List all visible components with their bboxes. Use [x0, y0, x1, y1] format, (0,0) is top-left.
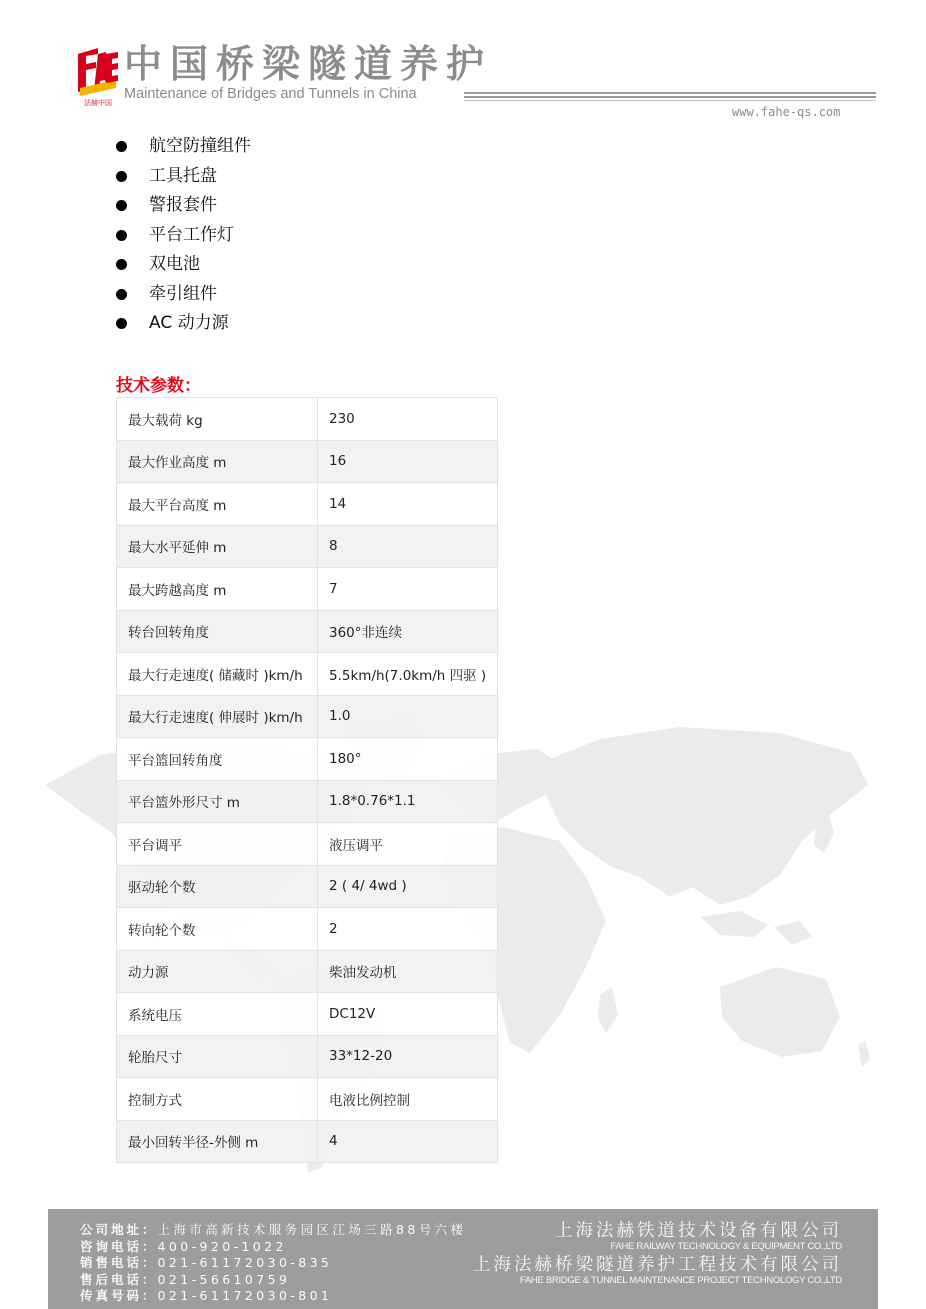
table-row: [117, 950, 498, 993]
contact-label: 咨询电话：: [80, 1238, 158, 1254]
table-row: [117, 653, 498, 696]
contact-value: 021-56610759: [157, 1271, 291, 1287]
logo-caption: 法赫中国: [84, 99, 112, 106]
spec-key: 轮胎尺寸: [117, 1035, 318, 1078]
company-railway: [555, 1221, 842, 1252]
spec-value: 33*12-20: [318, 1035, 498, 1078]
list-item: [116, 221, 251, 251]
spec-key: 最大平台高度 m: [117, 483, 318, 526]
spec-key: 最大行走速度( 储藏时 )km/h: [117, 653, 318, 696]
spec-key: 最大跨越高度 m: [117, 568, 318, 611]
table-row: [117, 398, 498, 441]
spec-value: 1.0: [318, 695, 498, 738]
spec-value: 电液比例控制: [318, 1078, 498, 1121]
feature-label: 警报套件: [149, 195, 217, 215]
table-row: [117, 1035, 498, 1078]
contact-value: 021-61172030-835: [157, 1255, 333, 1270]
company-name-en: FAHE BRIDGE & TUNNEL MAINTENANCE PROJECT TECHNOLOGY CO.,LTD: [519, 1275, 842, 1286]
spec-value: DC12V: [318, 993, 498, 1036]
list-item: [116, 280, 251, 310]
spec-key: 最大行走速度( 伸展时 )km/h: [117, 695, 318, 738]
contact-line: [80, 1255, 466, 1272]
contact-line: [80, 1288, 466, 1305]
header-rule: [464, 92, 876, 94]
bullet-icon: [116, 289, 127, 300]
fahe-logo: [76, 44, 120, 106]
bullet-icon: [116, 230, 127, 241]
table-row: [117, 823, 498, 866]
spec-value: 1.8*0.76*1.1: [318, 780, 498, 823]
table-row: [117, 1120, 498, 1163]
list-item: [116, 132, 251, 162]
spec-key: 最大水平延伸 m: [117, 525, 318, 568]
spec-key: 平台篮回转角度: [117, 738, 318, 781]
feature-label: 牵引组件: [149, 283, 217, 304]
company-bridge-tunnel: [473, 1255, 842, 1286]
list-item: [116, 250, 251, 280]
spec-section-title: 技术参数：: [116, 376, 201, 396]
spec-key: 最小回转半径-外侧 m: [117, 1120, 318, 1163]
contact-line: [80, 1222, 466, 1239]
feature-label: 工具托盘: [149, 165, 217, 186]
contact-value: 400-920-1022: [157, 1238, 287, 1254]
spec-key: 平台调平: [117, 823, 318, 866]
feature-label: 航空防撞组件: [149, 136, 251, 156]
spec-value: 2: [318, 908, 498, 951]
feature-label: AC 动力源: [149, 313, 229, 333]
spec-key: 系统电压: [117, 993, 318, 1036]
spec-value: 16: [318, 440, 498, 483]
spec-value: 14: [318, 483, 498, 526]
bullet-icon: [116, 318, 127, 329]
website-link[interactable]: www.fahe-qs.com: [732, 105, 841, 119]
table-row: [117, 865, 498, 908]
list-item: [116, 191, 251, 221]
contact-label: 公司地址：: [80, 1222, 158, 1237]
contact-label: 销售电话：: [80, 1255, 158, 1270]
spec-value: 液压调平: [318, 823, 498, 866]
table-row: [117, 525, 498, 568]
contact-info: [80, 1222, 466, 1305]
spec-value: 柴油发动机: [318, 950, 498, 993]
header-rule: [464, 100, 876, 101]
table-row: [117, 993, 498, 1036]
feature-list: [116, 132, 251, 339]
bullet-icon: [116, 259, 127, 270]
bullet-icon: [116, 141, 127, 152]
spec-key: 动力源: [117, 950, 318, 993]
spec-key: 驱动轮个数: [117, 865, 318, 908]
list-item: [116, 162, 251, 192]
bullet-icon: [116, 200, 127, 211]
contact-line: [80, 1272, 466, 1289]
spec-key: 转台回转角度: [117, 610, 318, 653]
spec-value: 2 ( 4/ 4wd ): [318, 865, 498, 908]
spec-value: 8: [318, 525, 498, 568]
table-row: [117, 1078, 498, 1121]
table-row: [117, 780, 498, 823]
feature-label: 双电池: [149, 254, 200, 274]
spec-table: [116, 397, 498, 1163]
list-item: [116, 309, 251, 339]
bullet-icon: [116, 171, 127, 182]
spec-key: 最大载荷 kg: [117, 398, 318, 441]
contact-label: 传真号码：: [80, 1288, 158, 1303]
table-row: [117, 440, 498, 483]
company-name-cn: 上海法赫桥梁隧道养护工程技术有限公司: [473, 1255, 842, 1275]
contact-value: 上海市高新技术服务园区江场三路88号六楼: [157, 1222, 467, 1237]
page-footer: [48, 1209, 878, 1309]
company-name-en: FAHE RAILWAY TECHNOLOGY & EQUIPMENT CO.,LTD: [610, 1241, 842, 1252]
spec-key: 转向轮个数: [117, 908, 318, 951]
table-row: [117, 568, 498, 611]
spec-value: 4: [318, 1120, 498, 1163]
spec-key: 最大作业高度 m: [117, 440, 318, 483]
header-title-en: Maintenance of Bridges and Tunnels in China: [124, 86, 417, 102]
page-header: [0, 0, 926, 130]
spec-value: 180°: [318, 738, 498, 781]
table-row: [117, 908, 498, 951]
spec-value: 360°非连续: [318, 610, 498, 653]
contact-label: 售后电话：: [80, 1271, 158, 1287]
spec-value: 7: [318, 568, 498, 611]
contact-line: [80, 1239, 466, 1256]
table-row: [117, 695, 498, 738]
header-rule: [464, 96, 876, 98]
spec-value: 230: [318, 398, 498, 441]
contact-value: 021-61172030-801: [157, 1288, 333, 1303]
table-row: [117, 483, 498, 526]
company-name-cn: 上海法赫铁道技术设备有限公司: [555, 1221, 842, 1241]
spec-key: 平台篮外形尺寸 m: [117, 780, 318, 823]
table-row: [117, 738, 498, 781]
header-title-cn: 中国桥梁隧道养护: [124, 42, 493, 86]
table-row: [117, 610, 498, 653]
feature-label: 平台工作灯: [149, 224, 234, 245]
spec-key: 控制方式: [117, 1078, 318, 1121]
spec-value: 5.5km/h(7.0km/h 四驱 ): [318, 653, 498, 696]
